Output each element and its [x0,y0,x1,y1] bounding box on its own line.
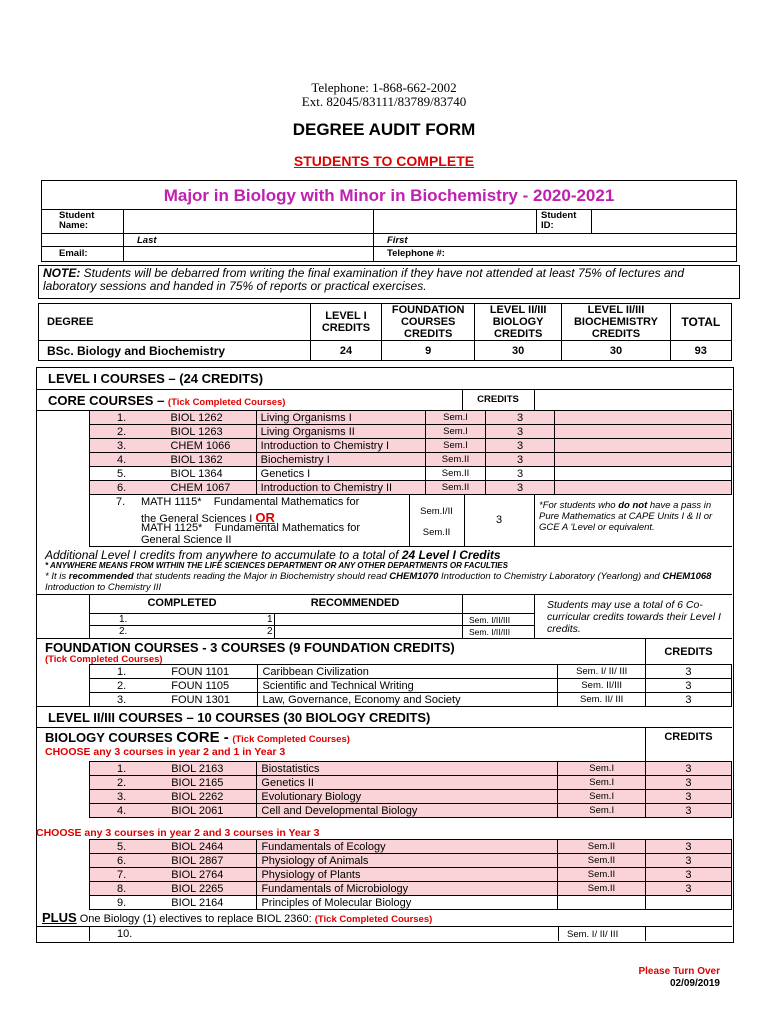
level1-course-num: 1. [90,411,167,425]
biology-group1-course-code: BIOL 2165 [167,776,257,790]
level1-course-name: Introduction to Chemistry I [256,439,425,453]
biology-group2-course-credits: 3 [645,882,731,896]
extra-row-1-rec: 1 [267,614,273,625]
summary-total-credits: 93 [670,341,731,361]
foundation-course-sem: Sem. II/ III [558,693,645,707]
level1-course-name: Living Organisms II [256,425,425,439]
first-label: First [387,235,408,246]
biology-group2-course-row[interactable] [90,896,732,910]
biology-group1-course-sem: Sem.I [558,804,646,818]
foundation-course-sem: Sem. II/III [558,679,645,693]
biology-core-label: BIOLOGY COURSES CORE - (Tick Completed Courses) [45,729,350,746]
form-title: DEGREE AUDIT FORM [292,120,476,139]
plus-elective-line: PLUS One Biology (1) electives to replace BIOL 2360: (Tick Completed Courses) [42,910,433,925]
level1-course-num: 6. [90,481,167,495]
biology-group1-course-num: 1. [90,762,168,776]
biology-group2-course-credits: 3 [645,868,731,882]
plus-label: PLUS [42,910,77,925]
completed-label: COMPLETED [147,597,217,609]
level23-heading: LEVEL II/III COURSES – 10 COURSES (30 BIOLOGY CREDITS) [48,710,431,725]
student-id-input[interactable] [592,210,734,233]
level1-course-row[interactable] [90,439,732,453]
level1-course-code: BIOL 1364 [166,467,256,481]
biology-group1-course-row[interactable] [90,762,732,776]
biology-group1-course-row[interactable] [90,804,732,818]
summary-header-biochemistry: LEVEL II/III BIOCHEMISTRY CREDITS [562,304,670,341]
foundation-course-num: 1. [90,665,168,679]
biology-group2-course-code: BIOL 2265 [167,882,257,896]
level1-course-code: BIOL 1362 [166,453,256,467]
level1-course-credits: 3 [485,453,554,467]
additional-credits-note: Additional Level I credits from anywhere to accumulate to a total of 24 Level I Credits [45,548,501,562]
level1-course-sem: Sem.I [426,425,486,439]
foundation-course-name: Law, Governance, Economy and Society [258,693,558,707]
form-date: 02/09/2019 [669,978,720,989]
level1-course-tick-cell[interactable] [555,425,732,439]
foundation-course-row[interactable] [90,679,732,693]
level1-course-tick-cell[interactable] [555,411,732,425]
math-sem2: Sem.II [422,527,451,538]
biology-group2-course-code: BIOL 2464 [167,840,257,854]
please-turn-over: Please Turn Over [638,966,720,977]
level1-course-tick-cell[interactable] [555,439,732,453]
email-input[interactable] [124,247,373,260]
biology-group2-course-num: 9. [90,896,168,910]
student-id-label: Student ID: [541,210,577,231]
biology-group1-course-row[interactable] [90,776,732,790]
math-row [89,494,732,547]
note-label: NOTE: [43,266,81,280]
extra-row-1-num: 1. [119,614,128,625]
math-line4: General Science II [141,534,232,546]
biology-group2-course-name: Fundamentals of Ecology [257,840,558,854]
biology-group2-course-name: Physiology of Animals [257,854,558,868]
foundation-course-row[interactable] [90,693,732,707]
level1-course-num: 2. [90,425,167,439]
biology-group1-course-num: 2. [90,776,168,790]
extra-row-2-sem: Sem. I/II/III [469,627,511,637]
level1-heading: LEVEL I COURSES – (24 CREDITS) [48,371,264,386]
level1-course-sem: Sem.I [426,439,486,453]
level1-course-credits: 3 [485,439,554,453]
biology-group2-course-num: 5. [90,840,168,854]
foundation-course-code: FOUN 1101 [167,665,258,679]
level1-course-credits: 3 [485,481,554,495]
level1-course-credits: 3 [485,425,554,439]
level1-course-sem: Sem.I [426,411,486,425]
level1-course-name: Introduction to Chemistry II [256,481,425,495]
elective-sem: Sem. I/ II/ III [567,929,619,940]
level1-course-name: Living Organisms I [256,411,425,425]
level1-course-num: 3. [90,439,167,453]
level1-course-name: Biochemistry I [256,453,425,467]
credits-summary-table [38,303,732,361]
last-name-input[interactable] [124,210,373,233]
biology-group2-course-num: 7. [90,868,168,882]
level1-course-name: Genetics I [256,467,425,481]
biology-group2-course-code: BIOL 2164 [167,896,257,910]
foundation-course-name: Caribbean Civilization [258,665,558,679]
biology-group2-course-code: BIOL 2867 [167,854,257,868]
foundation-course-credits: 3 [645,665,731,679]
summary-level1-credits: 24 [310,341,382,361]
biology-group2-course-row[interactable] [90,868,732,882]
level1-course-sem: Sem.II [426,481,486,495]
math-or: OR [255,510,275,525]
summary-biochemistry-credits: 30 [562,341,670,361]
student-info-box [41,180,737,262]
math-line1: MATH 1115* Fundamental Mathematics for [141,496,360,508]
level1-course-sem: Sem.II [426,467,486,481]
biology-group1-course-name: Biostatistics [257,762,558,776]
choose-group2: CHOOSE any 3 courses in year 2 and 3 courses in Year 3 [36,827,320,839]
foundation-course-credits: 3 [645,679,731,693]
biology-group1-course-row[interactable] [90,790,732,804]
foundation-course-credits: 3 [645,693,731,707]
biology-group1-course-code: BIOL 2163 [167,762,257,776]
biology-group1-course-name: Genetics II [257,776,558,790]
biology-group2-course-sem [557,896,645,910]
biology-group2-course-row[interactable] [90,854,732,868]
level23-credits-header: CREDITS [664,731,713,743]
summary-header-total: TOTAL [670,304,731,341]
biology-group2-course-name: Fundamentals of Microbiology [257,882,558,896]
telephone-label: Telephone #: [387,248,445,259]
level1-course-tick-cell[interactable] [555,467,732,481]
core-tick-note: (Tick Completed Courses) [167,397,286,408]
biology-group2-course-sem: Sem.II [557,882,645,896]
math-line3: MATH 1125* Fundamental Mathematics for [141,522,361,534]
extra-row-2-num: 2. [119,626,128,637]
note-text: Students will be debarred from writing the final examination if they have not attended at least 75% of lectures and laboratory sessions and handed in 75% of reports or practical exercises. [43,266,685,293]
summary-degree: BSc. Biology and Biochemistry [39,341,311,361]
level1-course-num: 5. [90,467,167,481]
summary-header-degree: DEGREE [39,304,311,341]
biology-group2-course-row[interactable] [90,882,732,896]
biology-group1-course-sem: Sem.I [558,762,646,776]
biology-group1-course-code: BIOL 2061 [167,804,257,818]
level1-course-tick-cell[interactable] [555,481,732,495]
foundation-heading: FOUNDATION COURSES - 3 COURSES (9 FOUNDATION CREDITS) [45,640,455,655]
extra-level1-rows [89,613,534,638]
telephone-input[interactable] [462,247,732,260]
biology-group2-course-name: Physiology of Plants [257,868,558,882]
level1-credits-header: CREDITS [477,394,519,405]
level1-course-code: CHEM 1066 [166,439,256,453]
biology-group1-course-name: Cell and Developmental Biology [257,804,558,818]
first-name-input[interactable] [374,210,536,233]
level1-course-row[interactable] [90,425,732,439]
extra-row-2-rec: 2 [267,626,273,637]
foundation-credits-header: CREDITS [664,646,713,658]
biology-group1-course-credits: 3 [645,776,731,790]
math-note: *For students who do not have a pass in Pure Mathematics at CAPE Units I & II or GCE A 'Level or equivalent. [539,500,713,533]
level1-course-tick-cell[interactable] [555,453,732,467]
biology-group2-course-code: BIOL 2764 [167,868,257,882]
biology-group2-course-sem: Sem.II [557,840,645,854]
foundation-course-sem: Sem. I/ II/ III [558,665,645,679]
biology-group2-course-sem: Sem.II [557,854,645,868]
summary-foundation-credits: 9 [382,341,475,361]
math-line2: the General Sciences I OR [141,510,275,525]
anywhere-note: * ANYWHERE MEANS FROM WITHIN THE LIFE SCIENCES DEPARTMENT OR ANY OTHER DEPARTMENTS OR FACULTIES [45,561,508,570]
level1-course-code: CHEM 1067 [166,481,256,495]
student-name-label: Student Name: [59,210,95,231]
foundation-course-code: FOUN 1105 [167,679,258,693]
biology-group2-course-num: 8. [90,882,168,896]
level1-course-row[interactable] [90,453,732,467]
level1-course-row[interactable] [90,467,732,481]
biology-group1-table [89,761,732,818]
biology-group1-course-credits: 3 [645,790,731,804]
foundation-course-num: 3. [90,693,168,707]
foundation-course-row[interactable] [90,665,732,679]
recommended-note: * It is recommended that students reading the Major in Biochemistry should read CHEM1070 Introduction to Chemistry Laboratory (Yearlong) and CHEM1068 Introduction to Chemistry III [45,571,712,593]
math-num: 7. [116,496,126,508]
level1-course-num: 4. [90,453,167,467]
summary-biology-credits: 30 [474,341,561,361]
biology-group1-course-num: 3. [90,790,168,804]
plus-tick-note: (Tick Completed Courses) [314,914,433,925]
elective-num: 10. [117,928,133,940]
foundation-course-num: 2. [90,679,168,693]
biology-group1-course-code: BIOL 2262 [167,790,257,804]
summary-header-level1: LEVEL I CREDITS [310,304,382,341]
choose-group1: CHOOSE any 3 courses in year 2 and 1 in Year 3 [45,746,286,758]
math-sem1: Sem.I/II [420,506,453,517]
biology-group1-course-sem: Sem.I [558,776,646,790]
level1-course-credits: 3 [485,467,554,481]
foundation-tick-note: (Tick Completed Courses) [45,654,163,665]
summary-header-foundation: FOUNDATION COURSES CREDITS [382,304,475,341]
biology-group2-course-credits: 3 [645,840,731,854]
biology-group2-course-sem: Sem.II [557,868,645,882]
biology-group1-course-credits: 3 [645,762,731,776]
program-title: Major in Biology with Minor in Biochemistry - 2020-2021 [163,186,615,205]
level1-course-code: BIOL 1262 [166,411,256,425]
attendance-note [38,265,740,299]
foundation-course-code: FOUN 1301 [167,693,258,707]
level1-course-sem: Sem.II [426,453,486,467]
biology-group1-course-name: Evolutionary Biology [257,790,558,804]
foundation-table [89,664,732,707]
level1-course-credits: 3 [485,411,554,425]
biology-group2-table [89,839,732,910]
biology-group2-course-credits: 3 [645,854,731,868]
biology-group1-course-credits: 3 [645,804,731,818]
level1-core-table [89,410,732,495]
biology-group1-course-num: 4. [90,804,168,818]
last-label: Last [137,235,157,246]
biology-group2-course-name: Principles of Molecular Biology [257,896,558,910]
summary-header-biology: LEVEL II/III BIOLOGY CREDITS [474,304,561,341]
recommended-label: RECOMMENDED [310,597,400,609]
level1-course-code: BIOL 1263 [166,425,256,439]
cocurricular-note: Students may use a total of 6 Co-curricular credits towards their Level I credits. [547,599,721,635]
core-courses-label: CORE COURSES – (Tick Completed Courses) [48,393,286,408]
extra-row-1-sem: Sem. I/II/III [469,615,511,625]
foundation-course-name: Scientific and Technical Writing [258,679,558,693]
form-subtitle: STUDENTS TO COMPLETE [293,153,475,169]
biology-tick-note: (Tick Completed Courses) [232,734,350,745]
biology-group2-course-credits [645,896,731,910]
math-credits: 3 [495,514,503,526]
email-label: Email: [59,248,88,259]
biology-group1-course-sem: Sem.I [558,790,646,804]
telephone-line: Telephone: 1-868-662-2002 [311,80,457,95]
biology-group2-course-row[interactable] [90,840,732,854]
biology-group2-course-num: 6. [90,854,168,868]
level1-course-row[interactable] [90,411,732,425]
extension-line: Ext. 82045/83111/83789/83740 [301,94,467,109]
level1-course-row[interactable] [90,481,732,495]
